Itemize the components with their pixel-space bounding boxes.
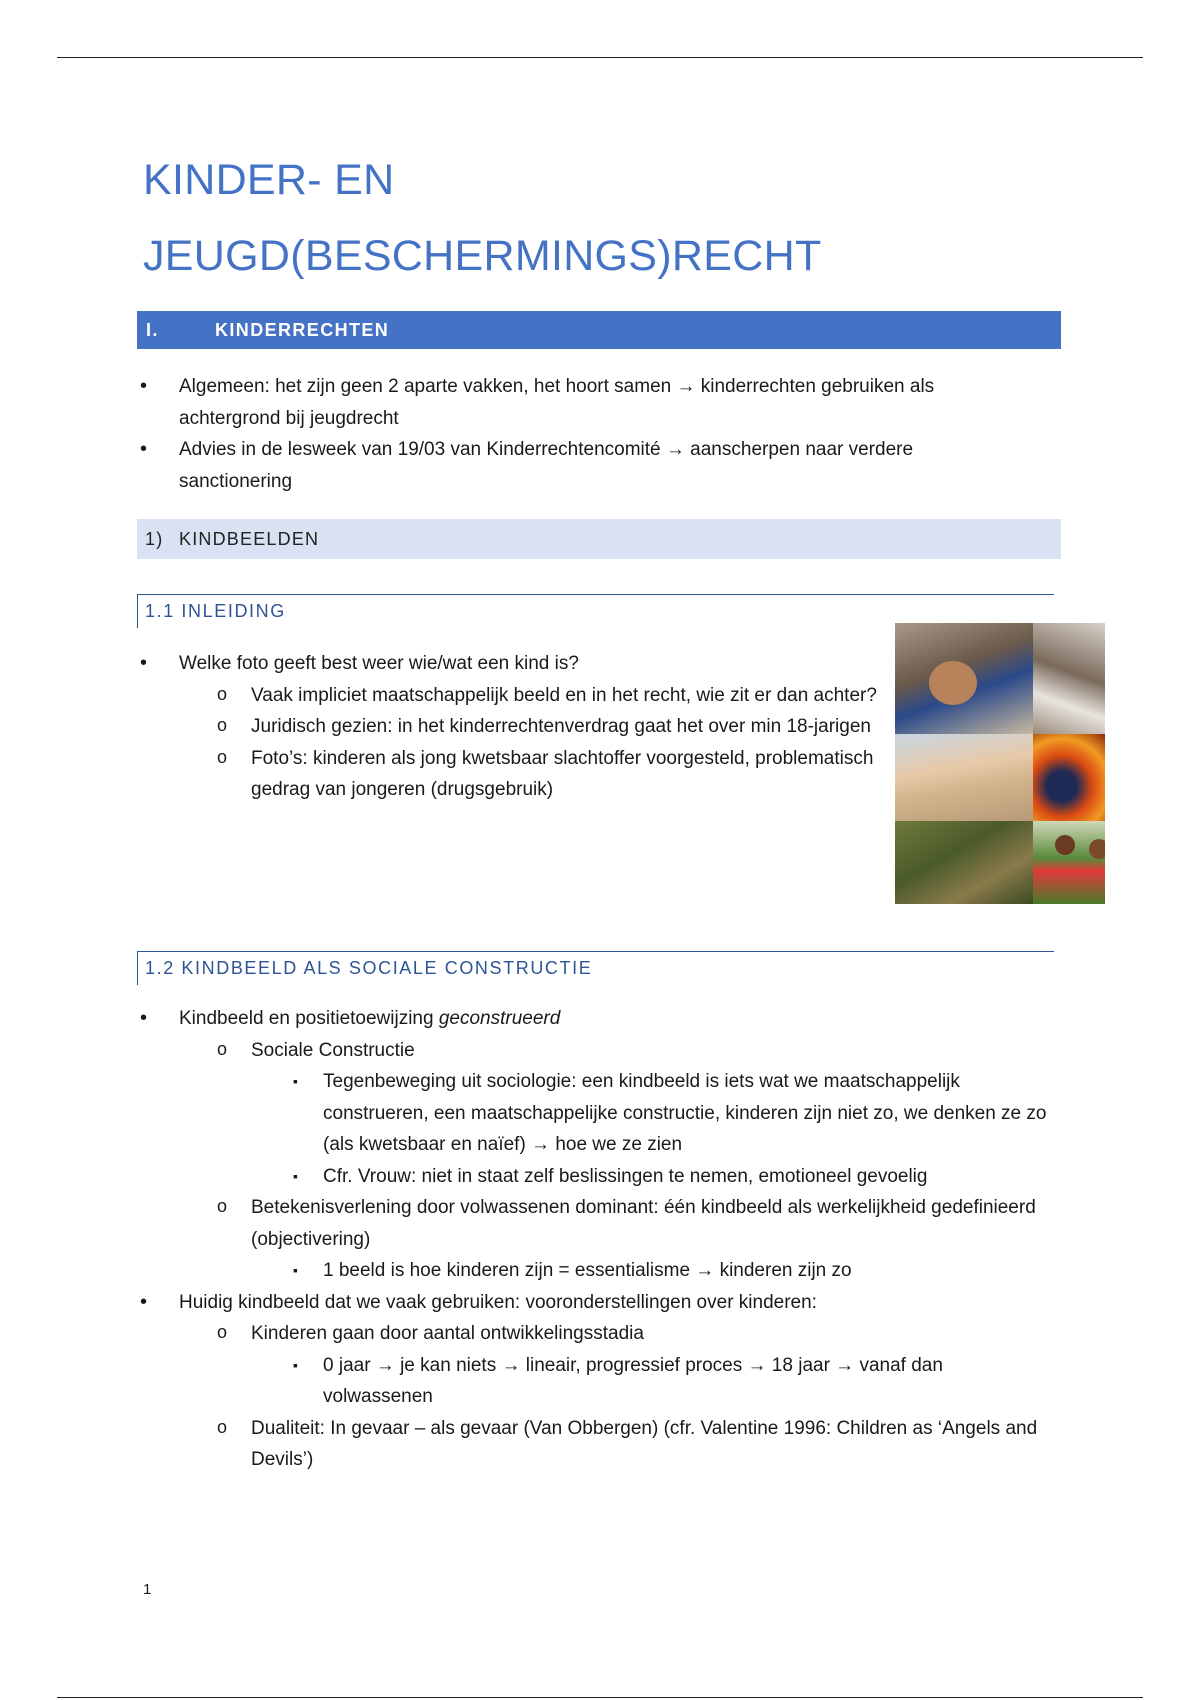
bullet-text: Kindbeeld en positietoewijzing xyxy=(179,1008,439,1029)
sub-list xyxy=(209,680,877,806)
page-number: 1 xyxy=(143,1581,152,1598)
bullet-emphasis: geconstrueerd xyxy=(438,1008,561,1029)
list-item: o Juridisch gezien: in het kinderrechtenverdrag gaat het over min 18-jarigen xyxy=(209,711,877,743)
sociale-constructie-bullet-list xyxy=(137,1003,1057,1476)
section-number: I. xyxy=(146,319,159,340)
list-item: ▪ 0 jaar → je kan niets → lineair, progressief proces → 18 jaar → vanaf dan volwassenen xyxy=(287,1350,1057,1413)
item-text: Betekenisverlening door volwassenen dominant: één kindbeeld als werkelijkheid gedefinieerd (objectivering) xyxy=(251,1197,1036,1250)
page-top-rule xyxy=(57,57,1143,58)
intro-bullet-list xyxy=(137,371,1017,497)
photo-hooded-youth-fire xyxy=(1033,734,1105,821)
children-photo-collage xyxy=(895,623,1105,904)
sub-sub-list xyxy=(287,1350,1057,1413)
list-item: ▪ Tegenbeweging uit sociologie: een kindbeeld is iets wat we maatschappelijk construeren, een maatschappelijke constructie, kinderen zijn niet zo, we denken ze zo (als kwetsbaar en naïef) → hoe we ze zien xyxy=(287,1066,1057,1161)
photo-drug-use xyxy=(1033,623,1105,734)
list-item xyxy=(209,1192,1057,1287)
list-item: o Foto’s: kinderen als jong kwetsbaar slachtoffer voorgesteld, problematisch gedrag van jongeren (drugsgebruik) xyxy=(209,743,877,806)
list-item: • Algemeen: het zijn geen 2 aparte vakken, het hoort samen → kinderrechten gebruiken als achtergrond bij jeugdrecht xyxy=(137,371,1017,434)
sub-sub-list xyxy=(287,1255,1057,1287)
list-item: • Advies in de lesweek van 19/03 van Kinderrechtencomité → aanscherpen naar verdere sanctionering xyxy=(137,434,1017,497)
list-item xyxy=(137,1287,1057,1476)
bullet-text: Welke foto geeft best weer wie/wat een kind is? xyxy=(179,653,579,674)
section-heading-kinderrechten xyxy=(137,311,1061,349)
title-line-2: JEUGD(BESCHERMINGS)RECHT xyxy=(143,232,822,280)
page-bottom-rule xyxy=(57,1697,1143,1698)
photo-child-beach xyxy=(895,734,1033,821)
bullet-text: Huidig kindbeeld dat we vaak gebruiken: vooronderstellingen over kinderen: xyxy=(179,1291,817,1313)
list-item: o Vaak impliciet maatschappelijk beeld en in het recht, wie zit er dan achter? xyxy=(209,680,877,712)
list-item: o Dualiteit: In gevaar – als gevaar (Van Obbergen) (cfr. Valentine 1996: Children as ‘Angels and Devils’) xyxy=(209,1413,1057,1476)
sub-list xyxy=(209,1035,1057,1287)
list-item xyxy=(137,648,877,806)
subsection-number: 1) xyxy=(145,528,164,549)
item-text: Kinderen gaan door aantal ontwikkelingsstadia xyxy=(251,1323,644,1344)
sub-list xyxy=(209,1318,1057,1476)
title-line-1: KINDER- EN xyxy=(143,156,395,204)
document-title xyxy=(143,142,822,294)
sub-sub-list xyxy=(287,1066,1057,1192)
list-item: ▪ 1 beeld is hoe kinderen zijn = essentialisme → kinderen zijn zo xyxy=(287,1255,1057,1287)
subsection-heading-kindbeelden xyxy=(137,519,1061,559)
item-text: Sociale Constructie xyxy=(251,1039,415,1061)
photo-children-playing xyxy=(1033,821,1105,904)
photo-child-soldier xyxy=(895,821,1033,904)
list-item xyxy=(209,1318,1057,1413)
list-item xyxy=(137,1003,1057,1287)
subsection-label: KINDBEELDEN xyxy=(179,528,320,549)
photo-child-crouching xyxy=(895,623,1033,734)
list-item: ▪ Cfr. Vrouw: niet in staat zelf beslissingen te nemen, emotioneel gevoelig xyxy=(287,1161,1057,1193)
section-label: KINDERRECHTEN xyxy=(215,319,390,340)
heading-kindbeeld-sociale-constructie xyxy=(137,951,1054,985)
heading-label: 1.1 INLEIDING xyxy=(145,601,286,621)
list-item xyxy=(209,1035,1057,1193)
inleiding-bullet-list xyxy=(137,648,877,806)
heading-label: 1.2 KINDBEELD ALS SOCIALE CONSTRUCTIE xyxy=(145,958,593,978)
